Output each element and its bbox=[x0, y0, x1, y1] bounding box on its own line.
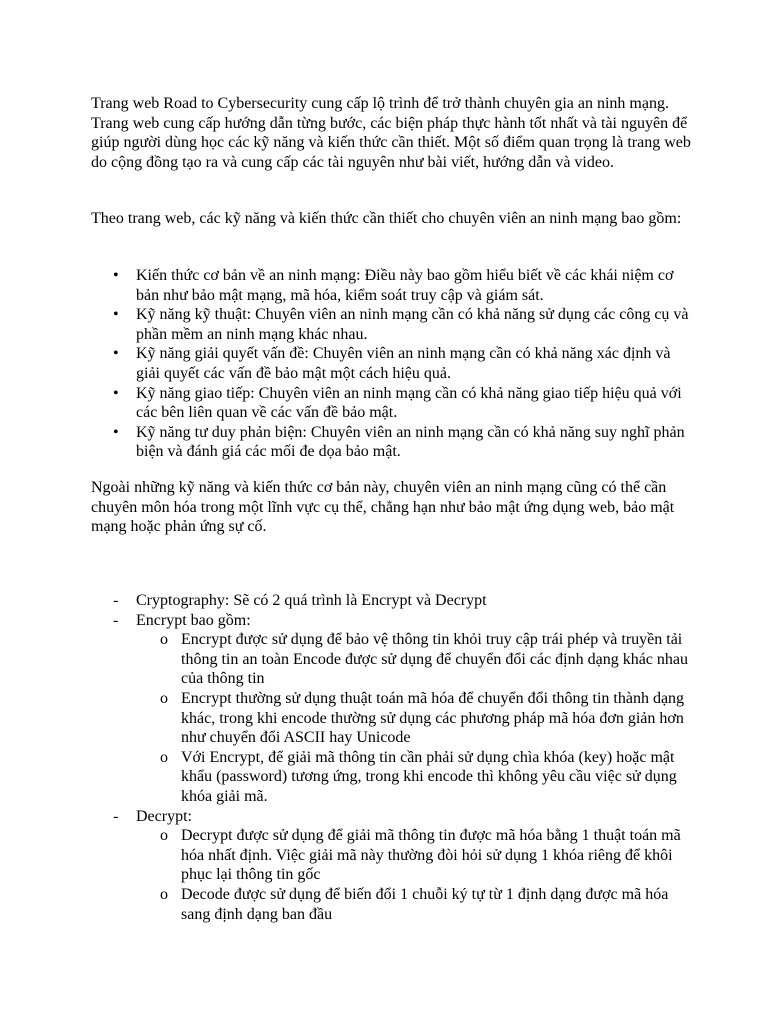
dash-marker: - bbox=[113, 611, 119, 629]
decrypt-heading: Decrypt: bbox=[136, 807, 192, 825]
bullet-marker: • bbox=[113, 423, 119, 441]
skill-text: Kỹ năng kỹ thuật: Chuyên viên an ninh mạng cần có khả năng sử dụng các công cụ và phần mềm an ninh mạng khác nhau. bbox=[136, 306, 689, 343]
decrypt-sub-list bbox=[136, 826, 691, 924]
list-item bbox=[91, 611, 691, 807]
sub-marker: o bbox=[160, 827, 168, 845]
list-item bbox=[136, 885, 691, 924]
specialization-paragraph: Ngoài những kỹ năng và kiến thức cơ bản này, chuyên viên an ninh mạng cũng có thể cần chuyên môn hóa trong một lĩnh vực cụ thể, chẳng hạn như bảo mật ứng dụng web, bảo mật mạng hoặc phản ứng sự cố. bbox=[91, 479, 675, 536]
sub-item-text: Với Encrypt, để giải mã thông tin cần phải sử dụng chìa khóa (key) hoặc mật khẩu (password) tương ứng, trong khi encode thì không yêu cầu việc sử dụng khóa giải mã. bbox=[181, 748, 677, 805]
sub-marker: o bbox=[160, 748, 168, 766]
list-item bbox=[91, 423, 691, 462]
list-item bbox=[136, 826, 691, 885]
cryptography-list bbox=[91, 591, 691, 924]
bullet-marker: • bbox=[113, 306, 119, 324]
skill-text: Kỹ năng tư duy phản biện: Chuyên viên an ninh mạng cần có khả năng suy nghĩ phản biện và đánh giá các mối đe dọa bảo mật. bbox=[136, 423, 685, 461]
sub-marker: o bbox=[160, 689, 168, 707]
intro-paragraph: Trang web Road to Cybersecurity cung cấp lộ trình để trở thành chuyên gia an ninh mạng. Trang web cung cấp hướng dẫn từng bước, các biện pháp thực hành tốt nhất và tài nguyên để giúp người dùng học các kỹ năng và kiến thức cần thiết. Một số điểm quan trọng là trang web do cộng đồng tạo ra và cung cấp các tài nguyên như bài viết, hướng dẫn và video. bbox=[91, 95, 691, 171]
skills-intro-paragraph: Theo trang web, các kỹ năng và kiến thức cần thiết cho chuyên viên an ninh mạng bao gồm: bbox=[91, 210, 682, 227]
list-item bbox=[136, 689, 691, 748]
list-item bbox=[91, 266, 691, 305]
cryptography-item-text: Cryptography: Sẽ có 2 quá trình là Encrypt và Decrypt bbox=[136, 592, 487, 609]
bullet-marker: • bbox=[113, 345, 119, 363]
dash-marker: - bbox=[113, 592, 119, 609]
bullet-marker: • bbox=[113, 267, 119, 284]
list-item bbox=[91, 807, 691, 925]
encrypt-heading: Encrypt bao gồm: bbox=[136, 611, 251, 629]
skills-list bbox=[91, 266, 691, 462]
list-item bbox=[91, 591, 691, 611]
sub-item-text: Encrypt được sử dụng để bảo vệ thông tin khỏi truy cập trái phép và truyền tải thông tin an toàn Encode được sử dụng để chuyển đổi các định dạng khác nhau của thông tin bbox=[181, 631, 688, 688]
list-item bbox=[91, 344, 691, 383]
sub-marker: o bbox=[160, 631, 168, 649]
skill-text: Kiến thức cơ bản về an ninh mạng: Điều này bao gồm hiểu biết về các khái niệm cơ bản như bảo mật mạng, mã hóa, kiểm soát truy cập và giám sát. bbox=[136, 267, 674, 304]
sub-item-text: Decrypt được sử dụng để giải mã thông tin được mã hóa bằng 1 thuật toán mã hóa nhất định. Việc giải mã này thường đòi hỏi sử dụng 1 khóa riêng để khôi phục lại thông tin gốc bbox=[181, 827, 681, 884]
list-item bbox=[136, 748, 691, 807]
sub-marker: o bbox=[160, 885, 168, 903]
sub-item-text: Encrypt thường sử dụng thuật toán mã hóa để chuyển đổi thông tin thành dạng khác, trong khi encode thường sử dụng các phương pháp mã hóa đơn giản hơn như chuyển đổi ASCII hay Unicode bbox=[181, 689, 685, 747]
encrypt-sub-list bbox=[136, 630, 691, 806]
list-item bbox=[136, 630, 691, 689]
list-item bbox=[91, 384, 691, 423]
skill-text: Kỹ năng giải quyết vấn đề: Chuyên viên an ninh mạng cần có khả năng xác định và giải quyết các vấn đề bảo mật một cách hiệu quả. bbox=[136, 345, 671, 382]
skill-text: Kỹ năng giao tiếp: Chuyên viên an ninh mạng cần có khả năng giao tiếp hiệu quả với các bên liên quan về các vấn đề bảo mật. bbox=[136, 384, 682, 422]
sub-item-text: Decode được sử dụng để biến đổi 1 chuỗi ký tự từ 1 định dạng được mã hóa sang định dạng ban đầu bbox=[181, 885, 669, 923]
bullet-marker: • bbox=[113, 384, 119, 402]
list-item bbox=[91, 305, 691, 344]
dash-marker: - bbox=[113, 807, 119, 825]
